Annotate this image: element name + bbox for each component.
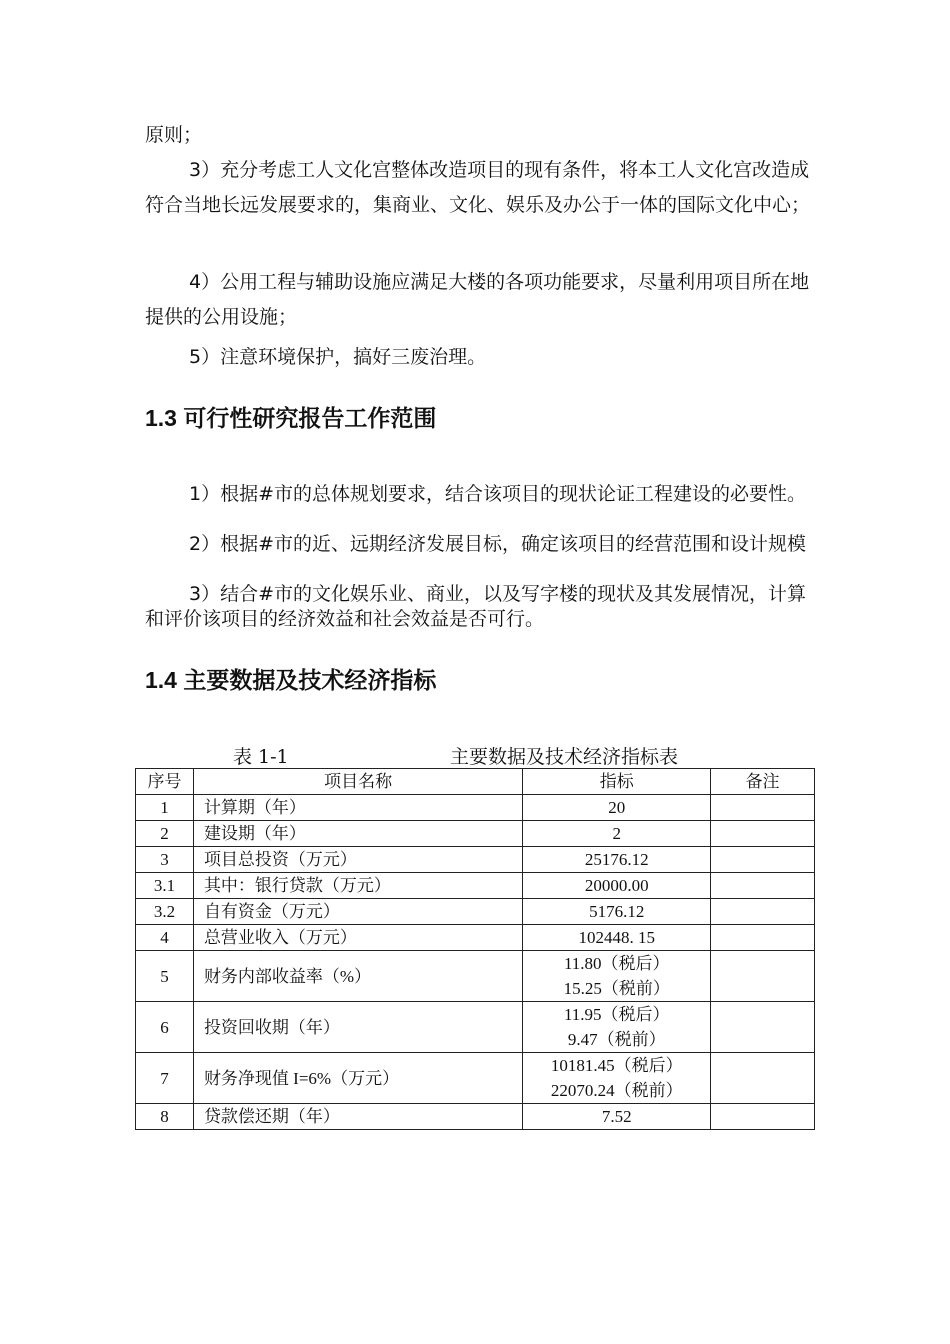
- row-value: 5176.12: [523, 899, 711, 925]
- row-name: 项目总投资（万元）: [193, 847, 522, 873]
- row-no: 2: [136, 821, 194, 847]
- row-value: [523, 1053, 711, 1104]
- table-label: 表 1-1: [233, 746, 289, 768]
- row-name: 总营业收入（万元）: [193, 925, 522, 951]
- table-row: [136, 1104, 815, 1130]
- row-name: 其中：银行贷款（万元）: [193, 873, 522, 899]
- table-row: [136, 951, 815, 1002]
- row-note: [711, 795, 815, 821]
- header-note: 备注: [711, 769, 815, 795]
- value-before-tax: 15.25（税前）: [563, 979, 670, 998]
- section-1-3-heading: 1.3 可行性研究报告工作范围: [145, 405, 437, 431]
- row-name: 自有资金（万元）: [193, 899, 522, 925]
- row-no: 3.1: [136, 873, 194, 899]
- row-no: 8: [136, 1104, 194, 1130]
- row-name: 贷款偿还期（年）: [193, 1104, 522, 1130]
- row-value: 102448. 15: [523, 925, 711, 951]
- value-before-tax: 9.47（税前）: [567, 1030, 666, 1049]
- row-value: 20: [523, 795, 711, 821]
- table-row: [136, 821, 815, 847]
- row-note: [711, 847, 815, 873]
- scope-item-1: 1）根据#市的总体规划要求，结合该项目的现状论证工程建设的必要性。: [189, 483, 807, 505]
- row-note: [711, 873, 815, 899]
- table-row: [136, 795, 815, 821]
- row-no: 3: [136, 847, 194, 873]
- row-name: 建设期（年）: [193, 821, 522, 847]
- table-row: [136, 1002, 815, 1053]
- header-no: 序号: [136, 769, 194, 795]
- value-after-tax: 11.95（税后）: [563, 1005, 670, 1024]
- row-name: 财务净现值 I=6%（万元）: [193, 1053, 522, 1104]
- table-row: [136, 1053, 815, 1104]
- row-value: 7.52: [523, 1104, 711, 1130]
- row-note: [711, 821, 815, 847]
- table-caption: 主要数据及技术经济指标表: [450, 746, 679, 768]
- row-value: [523, 1002, 711, 1053]
- indicator-table: [135, 768, 815, 1130]
- value-before-tax: 22070.24（税前）: [550, 1081, 683, 1100]
- section-1-4-heading: 1.4 主要数据及技术经济指标: [145, 667, 437, 693]
- row-no: 3.2: [136, 899, 194, 925]
- row-name: 投资回收期（年）: [193, 1002, 522, 1053]
- paragraph-item-5: 5）注意环境保护，搞好三废治理。: [189, 346, 487, 368]
- row-no: 1: [136, 795, 194, 821]
- row-note: [711, 1104, 815, 1130]
- row-note: [711, 1053, 815, 1104]
- row-value: [523, 951, 711, 1002]
- scope-item-3: 3）结合#市的文化娱乐业、商业，以及写字楼的现状及其发展情况，计算和评价该项目的经济效益和社会效益是否可行。: [145, 583, 807, 630]
- header-name: 项目名称: [193, 769, 522, 795]
- row-no: 6: [136, 1002, 194, 1053]
- row-note: [711, 925, 815, 951]
- scope-item-2: 2）根据#市的近、远期经济发展目标，确定该项目的经营范围和设计规模: [189, 533, 807, 555]
- row-no: 7: [136, 1053, 194, 1104]
- value-after-tax: 10181.45（税后）: [550, 1056, 683, 1075]
- table-row: [136, 847, 815, 873]
- row-no: 4: [136, 925, 194, 951]
- row-name: 计算期（年）: [193, 795, 522, 821]
- row-no: 5: [136, 951, 194, 1002]
- row-note: [711, 899, 815, 925]
- paragraph-item-3: 3）充分考虑工人文化宫整体改造项目的现有条件，将本工人文化宫改造成符合当地长远发展要求的，集商业、文化、娱乐及办公于一体的国际文化中心；: [145, 159, 811, 216]
- row-name: 财务内部收益率（%）: [193, 951, 522, 1002]
- table-row: [136, 873, 815, 899]
- paragraph-item-4: 4）公用工程与辅助设施应满足大楼的各项功能要求，尽量利用项目所在地提供的公用设施；: [145, 271, 810, 328]
- header-value: 指标: [523, 769, 711, 795]
- value-after-tax: 11.80（税后）: [563, 954, 670, 973]
- paragraph-principle-end: 原则；: [145, 124, 203, 146]
- row-value: 25176.12: [523, 847, 711, 873]
- table-row: [136, 899, 815, 925]
- row-note: [711, 951, 815, 1002]
- row-value: 20000.00: [523, 873, 711, 899]
- row-note: [711, 1002, 815, 1053]
- table-header-row: [136, 769, 815, 795]
- row-value: 2: [523, 821, 711, 847]
- table-row: [136, 925, 815, 951]
